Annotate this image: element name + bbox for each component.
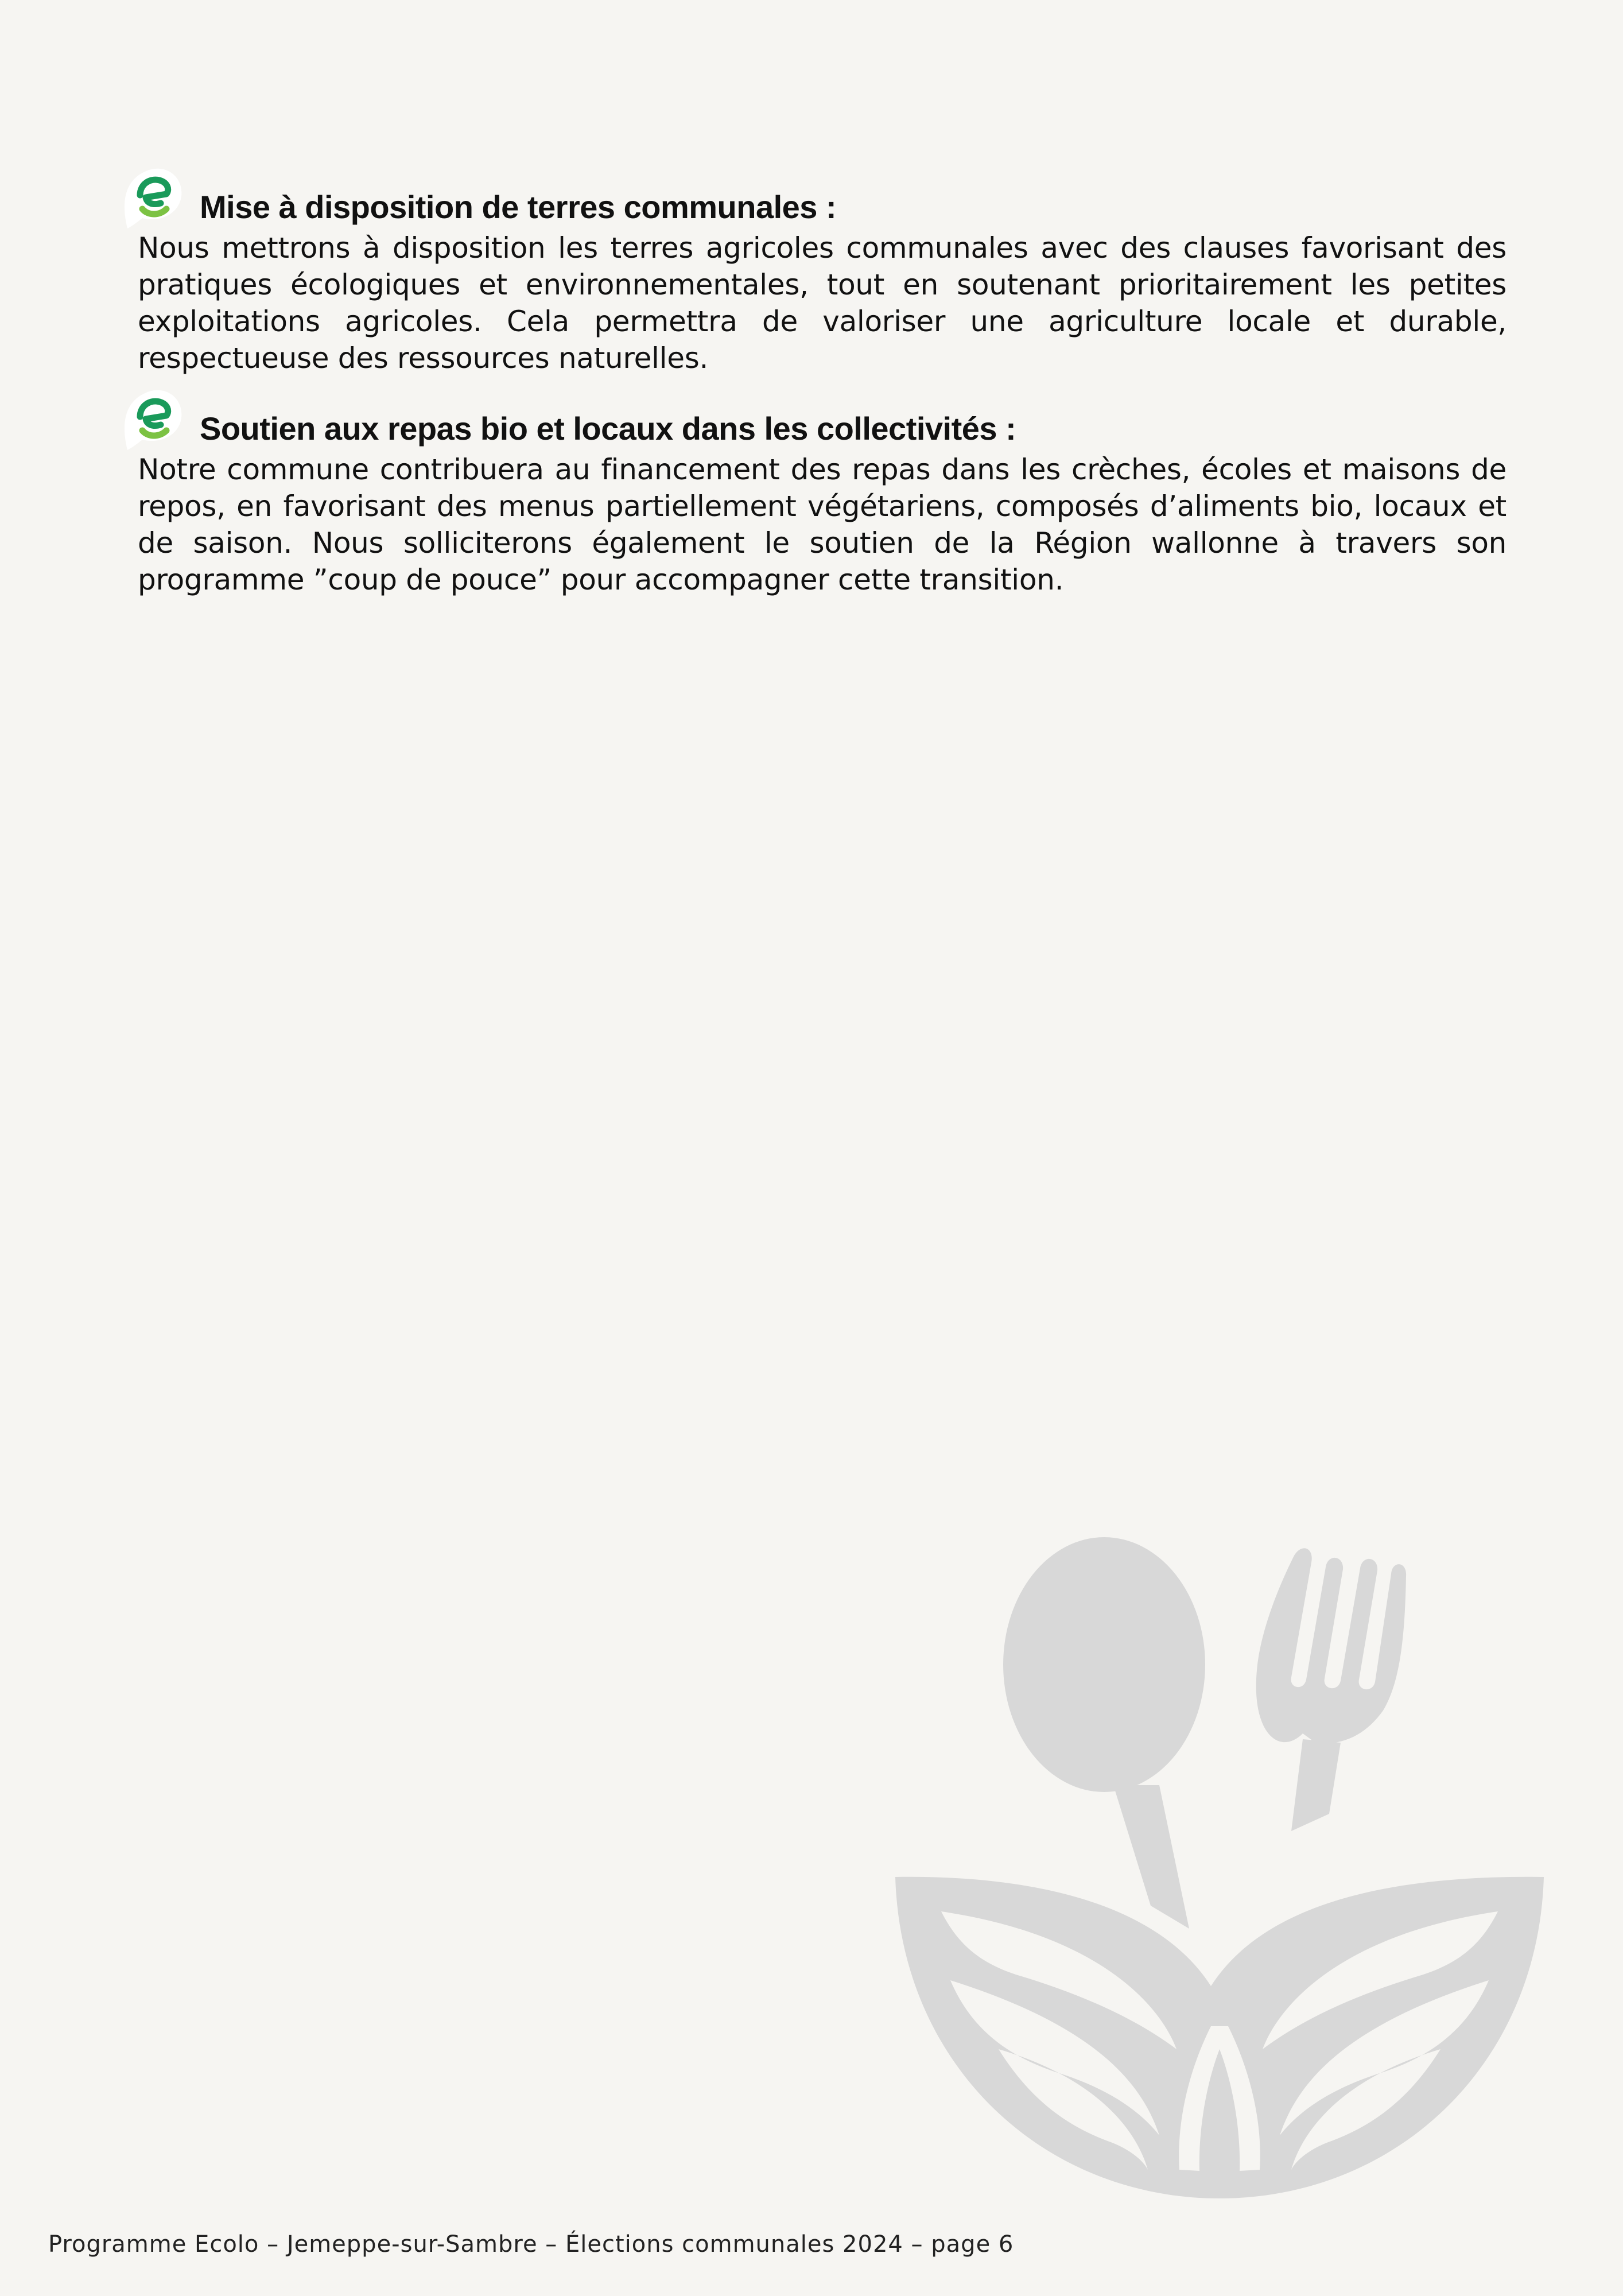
section-title: Soutien aux repas bio et locaux dans les collectivités :: [200, 410, 1016, 447]
ecolo-e-logo-icon: [115, 382, 189, 457]
section-body: Nous mettrons à disposition les terres agricoles communales avec des clauses favorisant des pratiques écologiques et environnementales, tout en soutenant prioritairement les petites exploitations agricoles. Cela permettra de valoriser une agriculture locale et durable, respectueuse des ressources naturelles.: [138, 231, 1506, 375]
page-footer: Programme Ecolo – Jemeppe-sur-Sambre – Élections communales 2024 – page 6: [48, 2231, 1014, 2258]
section-title: Mise à disposition de terres communales :: [200, 189, 837, 225]
ecolo-e-logo-icon: [115, 161, 189, 235]
spoon-fork-leaves-icon: [890, 1533, 1550, 2204]
section-terres-communales: [138, 184, 1506, 377]
section-body: Notre commune contribuera au financement des repas dans les crèches, écoles et maisons de repos, en favorisant des menus partiellement végétariens, composés d’aliments bio, locaux et de saison. Nous solliciterons également le soutien de la Région wallonne à travers son programme ”coup de pouce” pour accompagner cette transition.: [138, 453, 1506, 596]
section-repas-bio: [138, 405, 1506, 598]
section-heading: [138, 405, 1506, 451]
section-heading: [138, 184, 1506, 230]
